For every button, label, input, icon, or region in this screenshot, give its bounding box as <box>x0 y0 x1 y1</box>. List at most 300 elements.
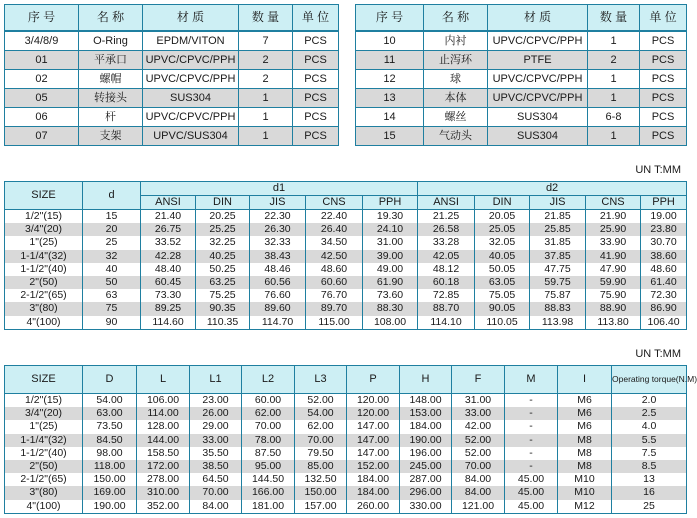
table-row <box>356 70 687 89</box>
table-cell: 59.90 <box>586 276 641 289</box>
header-standard: JIS <box>250 196 306 210</box>
table-cell: 49.00 <box>363 263 418 276</box>
table-cell: 4"(100) <box>5 500 83 514</box>
table-cell: 98.00 <box>83 447 137 460</box>
table-cell: 15 <box>83 210 141 224</box>
table-row <box>356 31 687 51</box>
table-cell: 60.18 <box>418 276 475 289</box>
table-cell: 90.05 <box>475 302 530 315</box>
table-cell: 184.00 <box>400 420 452 433</box>
table-cell: 114.00 <box>137 407 190 420</box>
table-cell: 59.75 <box>530 276 586 289</box>
table-cell: 89.60 <box>250 302 306 315</box>
cell-name: 螺帽 <box>79 70 143 89</box>
cell-qty: 1 <box>239 108 293 127</box>
table-row <box>356 51 687 70</box>
table-cell: 184.00 <box>347 473 400 486</box>
table-cell: 72.30 <box>641 289 687 302</box>
table-cell: 7.5 <box>612 447 687 460</box>
table-cell: 26.75 <box>141 223 196 236</box>
table-cell: 38.43 <box>250 250 306 263</box>
table-cell: 1/2"(15) <box>5 210 83 224</box>
table-cell: 84.00 <box>452 486 505 499</box>
table-cell: 64.50 <box>190 473 242 486</box>
cell-qty: 1 <box>239 89 293 108</box>
cell-no: 3/4/8/9 <box>5 31 79 51</box>
table-cell: - <box>505 460 558 473</box>
table-cell: 128.00 <box>137 420 190 433</box>
header-cell: I <box>558 366 612 394</box>
table-cell: 47.90 <box>586 263 641 276</box>
cell-qty: 7 <box>239 31 293 51</box>
parts-table-left <box>4 4 339 146</box>
table-row <box>356 108 687 127</box>
table-cell: 89.70 <box>306 302 363 315</box>
table-cell: M10 <box>558 473 612 486</box>
table-cell: 62.00 <box>295 420 347 433</box>
table-cell: 20 <box>83 223 141 236</box>
table-cell: 132.50 <box>295 473 347 486</box>
table-cell: 3"(80) <box>5 302 83 315</box>
table-cell: 25.90 <box>586 223 641 236</box>
cell-unit: PCS <box>293 31 339 51</box>
table-cell: 152.00 <box>347 460 400 473</box>
table-cell: M8 <box>558 460 612 473</box>
header-standard: CNS <box>586 196 641 210</box>
header-cell: M <box>505 366 558 394</box>
cell-name: 内衬 <box>424 31 488 51</box>
header-cell: F <box>452 366 505 394</box>
table-cell: 63.05 <box>475 276 530 289</box>
table-row <box>5 51 339 70</box>
table-cell: 60.60 <box>306 276 363 289</box>
header-d: d <box>83 182 141 210</box>
table-cell: 148.00 <box>400 394 452 408</box>
unit-label: UN T:MM <box>635 348 681 360</box>
table-row <box>5 70 339 89</box>
table-cell: 33.00 <box>190 434 242 447</box>
parts-table-right <box>355 4 687 146</box>
table-cell: 13 <box>612 473 687 486</box>
table-cell: 21.85 <box>530 210 586 224</box>
table-row <box>5 486 687 499</box>
cell-name: 气动头 <box>424 127 488 146</box>
table-row <box>5 108 339 127</box>
table-cell: 50 <box>83 276 141 289</box>
table-cell: 89.25 <box>141 302 196 315</box>
table-cell: 184.00 <box>347 486 400 499</box>
table-cell: 76.70 <box>306 289 363 302</box>
table-row <box>356 127 687 146</box>
header-standard: PPH <box>363 196 418 210</box>
table-cell: 21.40 <box>141 210 196 224</box>
cell-name: 杆 <box>79 108 143 127</box>
table-cell: 42.50 <box>306 250 363 263</box>
table-cell: 25.25 <box>196 223 250 236</box>
header-name: 名 称 <box>424 5 488 32</box>
table-cell: 1/2"(15) <box>5 394 83 408</box>
table-cell: 114.60 <box>141 316 196 330</box>
table-cell: 63.25 <box>196 276 250 289</box>
cell-no: 02 <box>5 70 79 89</box>
table-cell: 21.25 <box>418 210 475 224</box>
cell-material: UPVC/CPVC/PPH <box>488 31 588 51</box>
cell-material: UPVC/CPVC/PPH <box>488 70 588 89</box>
table-row <box>5 263 687 276</box>
table-row <box>5 473 687 486</box>
table-cell: 169.00 <box>83 486 137 499</box>
table-row <box>5 316 687 330</box>
cell-unit: PCS <box>640 89 687 108</box>
table-cell: M8 <box>558 434 612 447</box>
cell-name: 支架 <box>79 127 143 146</box>
header-d1: d1 <box>141 182 418 196</box>
table-cell: 86.90 <box>641 302 687 315</box>
header-d2: d2 <box>418 182 687 196</box>
table-cell: 31.85 <box>530 236 586 249</box>
table-cell: 52.00 <box>452 434 505 447</box>
table-cell: 2"(50) <box>5 276 83 289</box>
cell-name: 螺丝 <box>424 108 488 127</box>
table-cell: 61.90 <box>363 276 418 289</box>
table-row <box>5 302 687 315</box>
table-cell: 90.35 <box>196 302 250 315</box>
table-cell: 26.40 <box>306 223 363 236</box>
table-cell: 1-1/2"(40) <box>5 263 83 276</box>
cell-unit: PCS <box>293 89 339 108</box>
table-cell: 84.00 <box>190 500 242 514</box>
cell-no: 05 <box>5 89 79 108</box>
table-cell: - <box>505 434 558 447</box>
table-cell: M12 <box>558 500 612 514</box>
table-cell: 31.00 <box>452 394 505 408</box>
table-row <box>5 407 687 420</box>
table-cell: 75.05 <box>475 289 530 302</box>
table-cell: 2-1/2"(65) <box>5 473 83 486</box>
table-cell: 352.00 <box>137 500 190 514</box>
cell-unit: PCS <box>640 31 687 51</box>
table-cell: 113.80 <box>586 316 641 330</box>
table-cell: 75 <box>83 302 141 315</box>
table-cell: 48.46 <box>250 263 306 276</box>
table-cell: 114.70 <box>250 316 306 330</box>
table-row <box>5 236 687 249</box>
table-cell: 260.00 <box>347 500 400 514</box>
table-cell: 54.00 <box>295 407 347 420</box>
cell-material: UPVC/CPVC/PPH <box>143 51 239 70</box>
table-cell: M6 <box>558 407 612 420</box>
table-cell: 52.00 <box>295 394 347 408</box>
table-cell: 26.58 <box>418 223 475 236</box>
table-cell: 110.35 <box>196 316 250 330</box>
cell-qty: 1 <box>588 89 640 108</box>
table-cell: 84.50 <box>83 434 137 447</box>
table-row <box>5 250 687 263</box>
header-size: SIZE <box>5 182 83 210</box>
table-cell: 90 <box>83 316 141 330</box>
table-cell: 26.00 <box>190 407 242 420</box>
table-row <box>5 460 687 473</box>
cell-qty: 1 <box>588 31 640 51</box>
table-cell: 62.00 <box>242 407 295 420</box>
table-cell: 1"(25) <box>5 236 83 249</box>
table-cell: 75.25 <box>196 289 250 302</box>
header-standard: JIS <box>530 196 586 210</box>
cell-unit: PCS <box>293 51 339 70</box>
cell-name: 平承口 <box>79 51 143 70</box>
table-cell: 114.10 <box>418 316 475 330</box>
table-cell: 48.60 <box>306 263 363 276</box>
table-cell: 310.00 <box>137 486 190 499</box>
table-row <box>5 210 687 224</box>
table-cell: 296.00 <box>400 486 452 499</box>
table-cell: 144.00 <box>137 434 190 447</box>
table-cell: M10 <box>558 486 612 499</box>
header-cell: L2 <box>242 366 295 394</box>
dimensions-table-d1-d2 <box>4 181 687 330</box>
cell-name: 转接头 <box>79 89 143 108</box>
table-cell: 32.25 <box>196 236 250 249</box>
table-cell: 75.87 <box>530 289 586 302</box>
table-cell: 2-1/2"(65) <box>5 289 83 302</box>
table-cell: 25.05 <box>475 223 530 236</box>
table-cell: 45.00 <box>505 473 558 486</box>
table-cell: 33.00 <box>452 407 505 420</box>
table-cell: 20.25 <box>196 210 250 224</box>
cell-qty: 1 <box>588 70 640 89</box>
cell-name: O-Ring <box>79 31 143 51</box>
table-cell: 45.00 <box>505 486 558 499</box>
table-cell: 54.00 <box>83 394 137 408</box>
cell-unit: PCS <box>640 70 687 89</box>
table-cell: 118.00 <box>83 460 137 473</box>
table-cell: 79.50 <box>295 447 347 460</box>
header-material: 材 质 <box>143 5 239 32</box>
table-cell: 158.50 <box>137 447 190 460</box>
table-cell: 16 <box>612 486 687 499</box>
cell-unit: PCS <box>640 127 687 146</box>
table-cell: 73.30 <box>141 289 196 302</box>
table-cell: 5.5 <box>612 434 687 447</box>
table-cell: 39.00 <box>363 250 418 263</box>
table-cell: 190.00 <box>400 434 452 447</box>
cell-no: 06 <box>5 108 79 127</box>
table-cell: 3/4"(20) <box>5 223 83 236</box>
table-cell: 76.60 <box>250 289 306 302</box>
table-cell: 48.12 <box>418 263 475 276</box>
table-cell: 172.00 <box>137 460 190 473</box>
table-cell: 47.75 <box>530 263 586 276</box>
table-cell: 45.00 <box>505 500 558 514</box>
table-cell: 4"(100) <box>5 316 83 330</box>
table-cell: 88.70 <box>418 302 475 315</box>
table-row <box>5 127 339 146</box>
header-cell: L <box>137 366 190 394</box>
table-cell: 23.80 <box>641 223 687 236</box>
cell-qty: 2 <box>239 51 293 70</box>
table-cell: 3"(80) <box>5 486 83 499</box>
unit-label: UN T:MM <box>635 164 681 176</box>
cell-qty: 6-8 <box>588 108 640 127</box>
table-cell: 88.83 <box>530 302 586 315</box>
table-cell: 52.00 <box>452 447 505 460</box>
table-cell: 26.30 <box>250 223 306 236</box>
cell-name: 止泻环 <box>424 51 488 70</box>
table-cell: 147.00 <box>347 434 400 447</box>
table-cell: M6 <box>558 420 612 433</box>
table-cell: 70.00 <box>295 434 347 447</box>
cell-material: SUS304 <box>488 127 588 146</box>
table-row <box>5 447 687 460</box>
table-cell: 84.00 <box>452 473 505 486</box>
cell-no: 11 <box>356 51 424 70</box>
table-cell: 157.00 <box>295 500 347 514</box>
table-cell: 85.00 <box>295 460 347 473</box>
table-cell: 1-1/4"(32) <box>5 434 83 447</box>
table-row <box>5 434 687 447</box>
cell-no: 14 <box>356 108 424 127</box>
table-cell: 38.60 <box>641 250 687 263</box>
table-row <box>5 89 339 108</box>
table-cell: - <box>505 394 558 408</box>
header-standard: CNS <box>306 196 363 210</box>
cell-name: 球 <box>424 70 488 89</box>
table-cell: 113.98 <box>530 316 586 330</box>
cell-unit: PCS <box>293 127 339 146</box>
table-cell: - <box>505 407 558 420</box>
header-cell: L3 <box>295 366 347 394</box>
table-cell: - <box>505 420 558 433</box>
header-material: 材 质 <box>488 5 588 32</box>
table-cell: 40.25 <box>196 250 250 263</box>
cell-unit: PCS <box>293 70 339 89</box>
table-cell: 40.05 <box>475 250 530 263</box>
table-cell: 2.5 <box>612 407 687 420</box>
table-cell: 24.10 <box>363 223 418 236</box>
table-cell: 22.30 <box>250 210 306 224</box>
cell-qty: 1 <box>239 127 293 146</box>
table-row <box>5 223 687 236</box>
table-cell: 1"(25) <box>5 420 83 433</box>
table-cell: 23.00 <box>190 394 242 408</box>
cell-unit: PCS <box>640 51 687 70</box>
table-cell: 150.00 <box>295 486 347 499</box>
table-cell: 153.00 <box>400 407 452 420</box>
table-cell: 87.50 <box>242 447 295 460</box>
table-cell: 21.90 <box>586 210 641 224</box>
table-cell: 33.28 <box>418 236 475 249</box>
header-standard: DIN <box>196 196 250 210</box>
header-standard: ANSI <box>418 196 475 210</box>
cell-no: 07 <box>5 127 79 146</box>
table-cell: - <box>505 447 558 460</box>
table-cell: 48.60 <box>641 263 687 276</box>
table-cell: 245.00 <box>400 460 452 473</box>
table-cell: 19.00 <box>641 210 687 224</box>
table-cell: 108.00 <box>363 316 418 330</box>
table-cell: 166.00 <box>242 486 295 499</box>
cell-no: 10 <box>356 31 424 51</box>
table-cell: 38.50 <box>190 460 242 473</box>
header-cell: SIZE <box>5 366 83 394</box>
table-cell: M6 <box>558 394 612 408</box>
table-cell: 190.00 <box>83 500 137 514</box>
table-cell: 61.40 <box>641 276 687 289</box>
table-cell: 330.00 <box>400 500 452 514</box>
table-cell: 33.52 <box>141 236 196 249</box>
table-row <box>5 420 687 433</box>
table-cell: 60.56 <box>250 276 306 289</box>
table-row <box>5 394 687 408</box>
cell-qty: 1 <box>588 127 640 146</box>
table-cell: 106.00 <box>137 394 190 408</box>
header-cell: L1 <box>190 366 242 394</box>
table-cell: 115.00 <box>306 316 363 330</box>
table-cell: 42.05 <box>418 250 475 263</box>
table-row <box>5 500 687 514</box>
table-row <box>5 289 687 302</box>
cell-material: SUS304 <box>143 89 239 108</box>
table-cell: 88.90 <box>586 302 641 315</box>
cell-material: UPVC/CPVC/PPH <box>143 70 239 89</box>
table-cell: 50.25 <box>196 263 250 276</box>
table-cell: 19.30 <box>363 210 418 224</box>
table-cell: 22.40 <box>306 210 363 224</box>
cell-unit: PCS <box>293 108 339 127</box>
table-cell: 2"(50) <box>5 460 83 473</box>
header-standard: ANSI <box>141 196 196 210</box>
header-cell: D <box>83 366 137 394</box>
table-row <box>356 89 687 108</box>
cell-material: EPDM/VITON <box>143 31 239 51</box>
header-cell: Operating torque(N.M) <box>612 366 687 394</box>
table-cell: 73.60 <box>363 289 418 302</box>
table-cell: 3/4"(20) <box>5 407 83 420</box>
header-standard: PPH <box>641 196 687 210</box>
table-cell: 30.70 <box>641 236 687 249</box>
table-cell: 78.00 <box>242 434 295 447</box>
table-cell: 1-1/2"(40) <box>5 447 83 460</box>
table-cell: 120.00 <box>347 394 400 408</box>
table-cell: M8 <box>558 447 612 460</box>
table-cell: 29.00 <box>190 420 242 433</box>
table-cell: 25.85 <box>530 223 586 236</box>
header-unit: 单 位 <box>640 5 687 32</box>
table-cell: 33.90 <box>586 236 641 249</box>
header-name: 名 称 <box>79 5 143 32</box>
table-cell: 147.00 <box>347 420 400 433</box>
cell-material: UPVC/CPVC/PPH <box>143 108 239 127</box>
table-cell: 70.00 <box>190 486 242 499</box>
table-cell: 42.28 <box>141 250 196 263</box>
table-cell: 110.05 <box>475 316 530 330</box>
table-cell: 75.90 <box>586 289 641 302</box>
table-cell: 31.00 <box>363 236 418 249</box>
table-cell: 72.85 <box>418 289 475 302</box>
table-cell: 42.00 <box>452 420 505 433</box>
cell-no: 15 <box>356 127 424 146</box>
table-cell: 41.90 <box>586 250 641 263</box>
table-cell: 70.00 <box>452 460 505 473</box>
cell-material: SUS304 <box>488 108 588 127</box>
table-cell: 20.05 <box>475 210 530 224</box>
table-row <box>5 31 339 51</box>
table-cell: 25 <box>83 236 141 249</box>
table-cell: 34.50 <box>306 236 363 249</box>
table-cell: 147.00 <box>347 447 400 460</box>
table-cell: 287.00 <box>400 473 452 486</box>
table-cell: 48.40 <box>141 263 196 276</box>
